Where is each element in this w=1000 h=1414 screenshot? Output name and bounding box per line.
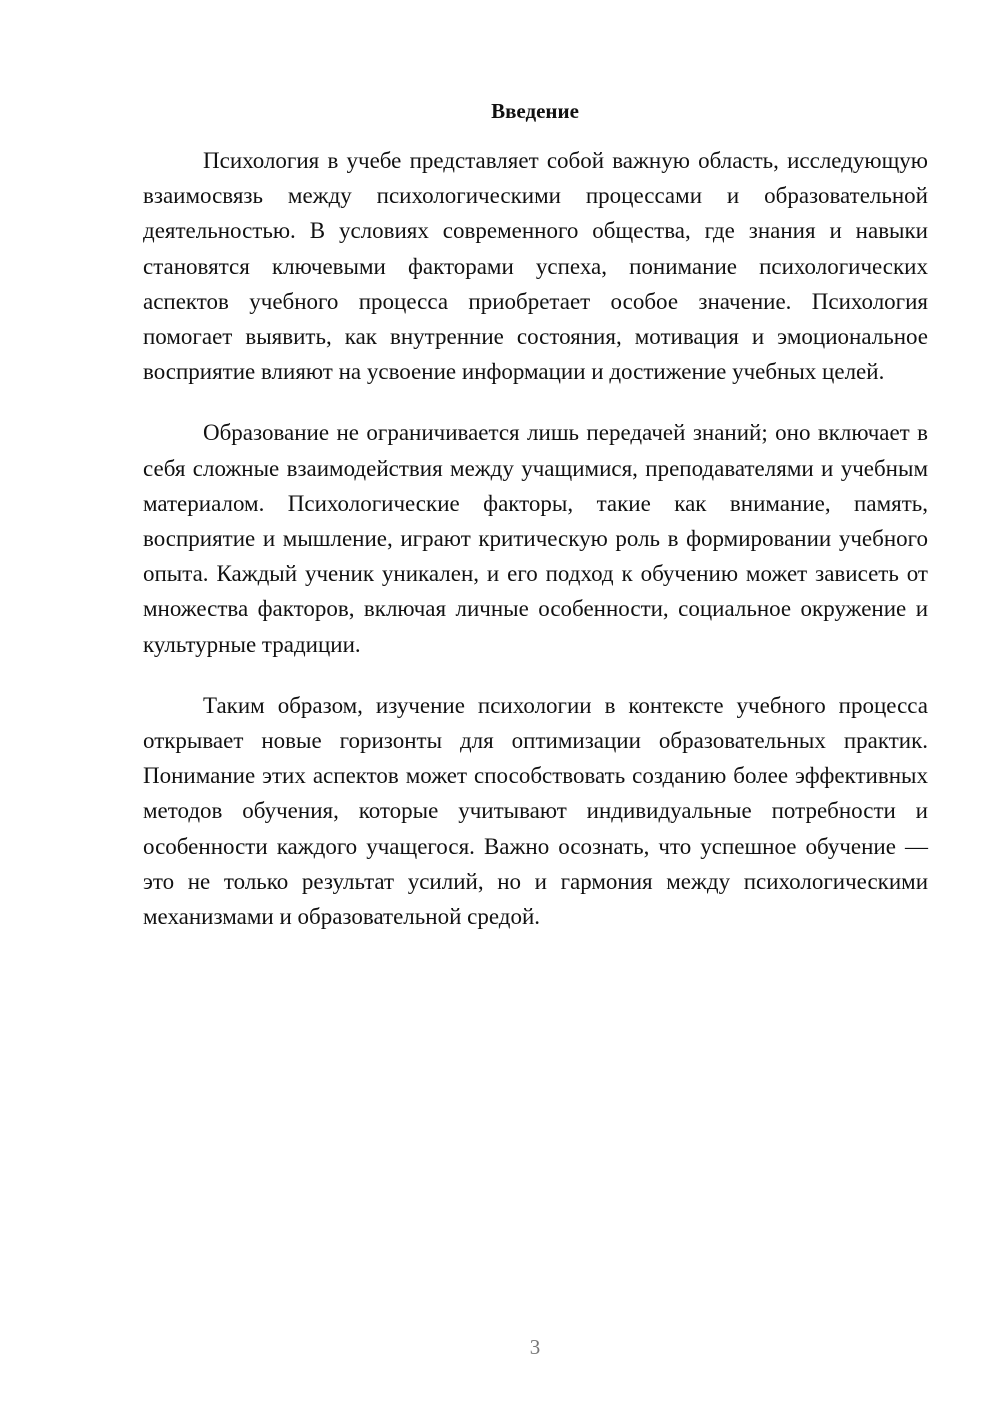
section-heading: Введение — [491, 99, 579, 123]
page-number: 3 — [529, 1335, 541, 1359]
paragraph-3: Таким образом, изучение психологии в контексте учебного процесса открывает новые горизонты для оптимизации образовательных практик. Понимание этих аспектов может способствовать созданию более эффективных методов обучения, которые учитывают индивидуальные потребности и особенности каждого учащегося. Важно осознать, что успешное обучение — это не только результат усилий, но и гармония между психологическими механизмами и образовательной средой. — [143, 692, 928, 930]
paragraph-1: Психология в учебе представляет собой важную область, исследующую взаимосвязь между психологическими процессами и образовательной деятельностью. В условиях современного общества, где знания и навыки становятся ключевыми факторами успеха, понимание психологических аспектов учебного процесса приобретает особое значение. Психология помогает выявить, как внутренние состояния, мотивация и эмоциональное восприятие влияют на усвоение информации и достижение учебных целей. — [143, 148, 928, 385]
body-text — [143, 143, 928, 960]
paragraph-2: Образование не ограничивается лишь передачей знаний; оно включает в себя сложные взаимодействия между учащимися, преподавателями и учебным материалом. Психологические факторы, такие как внимание, память, восприятие и мышление, играют критическую роль в формировании учебного опыта. Каждый ученик уникален, и его подход к обучению может зависеть от множества факторов, включая личные особенности, социальное окружение и культурные традиции. — [143, 420, 928, 657]
